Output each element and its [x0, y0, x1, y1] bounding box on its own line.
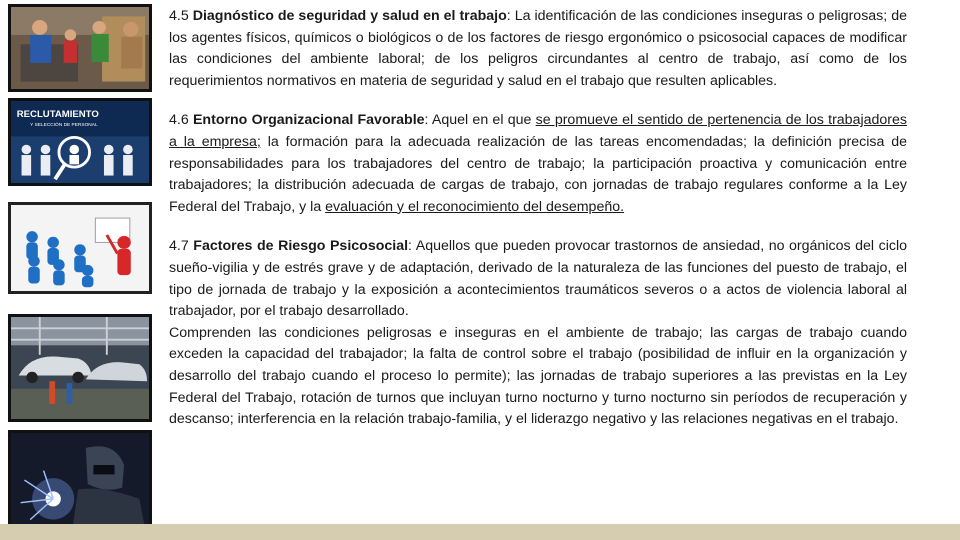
- section-number: 4.7: [169, 238, 189, 255]
- section-term: Diagnóstico de seguridad y salud en el trabajo: [192, 8, 507, 24]
- section-body: la formación para la adecuada realización de las tareas encomendadas; la definición precisa de responsabilidades para los trabajadores del centro de trabajo; la participación proactiva y comunicación entre trabajadores; la distribución adecuada de cargas de trabajo, con jornadas de trabajo regulares conforme a la Ley Federal del Trabajo, y la: [169, 133, 907, 215]
- section-term: Factores de Riesgo Psicosocial: [193, 238, 409, 255]
- section-body: : La identificación de las condiciones inseguras o peligrosas; de los agentes físicos, químicos o biológicos o de los factores de riesgo ergonómico o psicosocial capaces de modificar las condiciones del ambiente laboral; de los peligros circundantes al centro de trabajo, así como de los requerimientos normativos en materia de seguridad y salud en el trabajo que resulten aplicables.: [169, 8, 907, 89]
- underlined-phrase: se promueve el sentido de pertenencia de los trabajadores a la empresa;: [169, 112, 907, 150]
- thumbnail-column: [0, 0, 160, 540]
- definition-4-6: [169, 110, 907, 218]
- section-body: : Aquellos que pueden provocar trastornos de ansiedad, no orgánicos del ciclo sueño-vigilia y de estrés grave y de adaptación, derivado de la naturaleza de las funciones del puesto de trabajo, el tipo de jornada de trabajo y la exposición a acontecimientos traumáticos severos o a actos de violencia laboral al trabajador, por el trabajo desarrollado.: [169, 238, 907, 320]
- section-term: Entorno Organizacional Favorable: [192, 112, 425, 129]
- section-number: 4.6: [169, 112, 189, 129]
- teamwork-figures-graphic: [8, 202, 152, 294]
- recruitment-graphic: [8, 98, 152, 186]
- workshop-photo: [8, 4, 152, 92]
- underlined-phrase: evaluación y el reconocimiento del desempeño.: [325, 198, 625, 215]
- welder-photo: [8, 430, 152, 532]
- factory-photo: [8, 314, 152, 422]
- section-body-continued: Comprenden las condiciones peligrosas e inseguras en el ambiente de trabajo; las cargas de trabajo cuando exceden la capacidad del trabajador; la falta de control sobre el trabajo (posibilidad de influir en la organización y desarrollo del trabajo cuando el proceso lo permite); las jornadas de trabajo superiores a las previstas en la Ley Federal del Trabajo, rotación de turnos que incluyan turno nocturno y turno nocturno sin períodos de recuperación y descanso; interferencia en la relación trabajo-familia, y el liderazgo negativo y las relaciones negativas en el trabajo.: [169, 324, 907, 428]
- section-number: 4.5: [169, 8, 189, 24]
- definition-4-7: [169, 236, 907, 430]
- recruit-heading-text: RECLUTAMIENTO: [16, 108, 99, 120]
- bottom-bar: [0, 524, 960, 540]
- section-body: : Aquel en el que: [424, 112, 536, 129]
- recruit-sub-text: Y SELECCIÓN DE PERSONAL: [30, 123, 98, 129]
- definitions-text: [169, 6, 907, 431]
- definition-4-5: [169, 6, 907, 92]
